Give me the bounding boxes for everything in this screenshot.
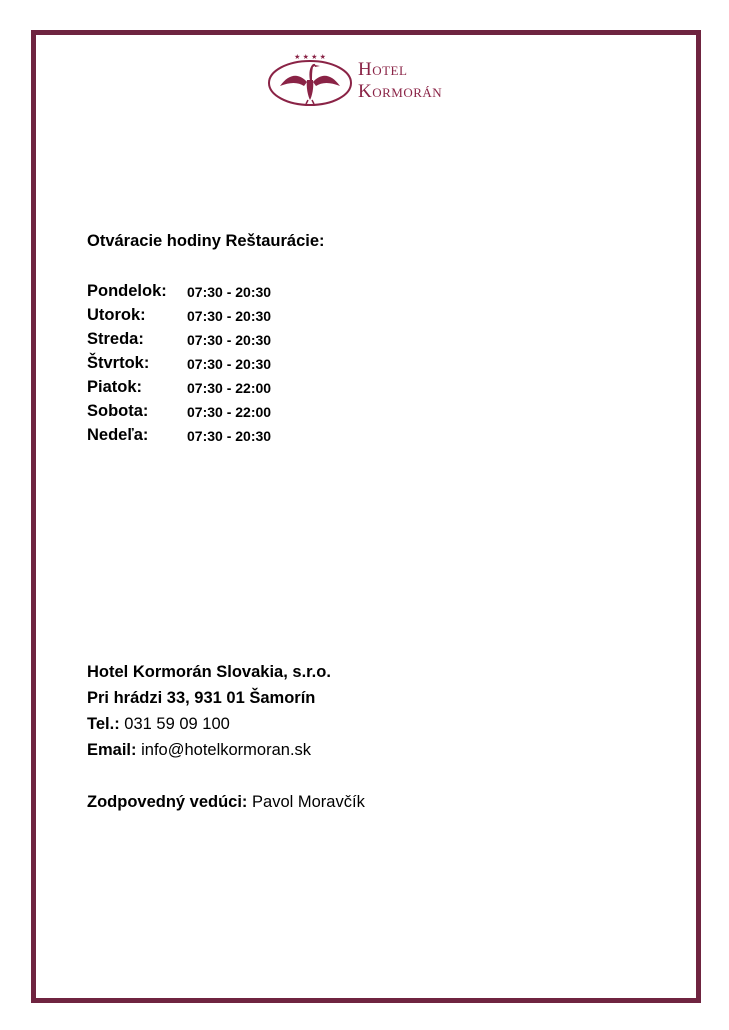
page-border — [31, 30, 701, 1003]
manager-line — [87, 789, 365, 815]
day-label: Štvrtok: — [87, 354, 150, 372]
hours-row-saturday — [87, 399, 347, 423]
spacer — [87, 763, 365, 789]
day-time: 07:30 - 20:30 — [187, 332, 272, 348]
day-time: 07:30 - 20:30 — [187, 428, 272, 444]
email-label: Email: — [87, 741, 137, 759]
phone-line — [87, 711, 365, 737]
day-label: Pondelok: — [87, 282, 167, 300]
hotel-logo — [266, 50, 476, 110]
opening-hours-title: Otváracie hodiny Reštaurácie: — [87, 232, 325, 250]
email-value: info@hotelkormoran.sk — [141, 741, 312, 759]
phone-label: Tel.: — [87, 715, 120, 733]
day-label: Piatok: — [87, 378, 143, 396]
company-name: Hotel Kormorán Slovakia, s.r.o. — [87, 663, 331, 681]
phone-value: 031 59 09 100 — [124, 715, 230, 733]
day-label: Nedeľa: — [87, 426, 149, 444]
day-time: 07:30 - 20:30 — [187, 308, 272, 324]
day-time: 07:30 - 22:00 — [187, 380, 272, 396]
logo-line-hotel: Hotel — [358, 59, 408, 80]
day-time: 07:30 - 20:30 — [187, 284, 272, 300]
hours-row-wednesday — [87, 327, 347, 351]
manager-value: Pavol Moravčík — [252, 793, 365, 811]
hours-row-monday — [87, 279, 347, 303]
hours-row-tuesday — [87, 303, 347, 327]
day-label: Utorok: — [87, 306, 146, 324]
opening-hours-table — [87, 279, 347, 447]
contact-block — [87, 659, 365, 815]
logo-line-kormoran: Kormorán — [358, 81, 443, 102]
day-label: Sobota: — [87, 402, 149, 420]
email-line — [87, 737, 365, 763]
company-address: Pri hrádzi 33, 931 01 Šamorín — [87, 689, 316, 707]
manager-label: Zodpovedný vedúci: — [87, 793, 248, 811]
cormorant-logo-icon — [266, 50, 354, 108]
hours-row-sunday — [87, 423, 347, 447]
day-label: Streda: — [87, 330, 144, 348]
logo-stars: ★ ★ ★ ★ — [294, 53, 326, 61]
hours-row-thursday — [87, 351, 347, 375]
hours-row-friday — [87, 375, 347, 399]
day-time: 07:30 - 22:00 — [187, 404, 272, 420]
day-time: 07:30 - 20:30 — [187, 356, 272, 372]
logo-wordmark — [358, 59, 442, 103]
